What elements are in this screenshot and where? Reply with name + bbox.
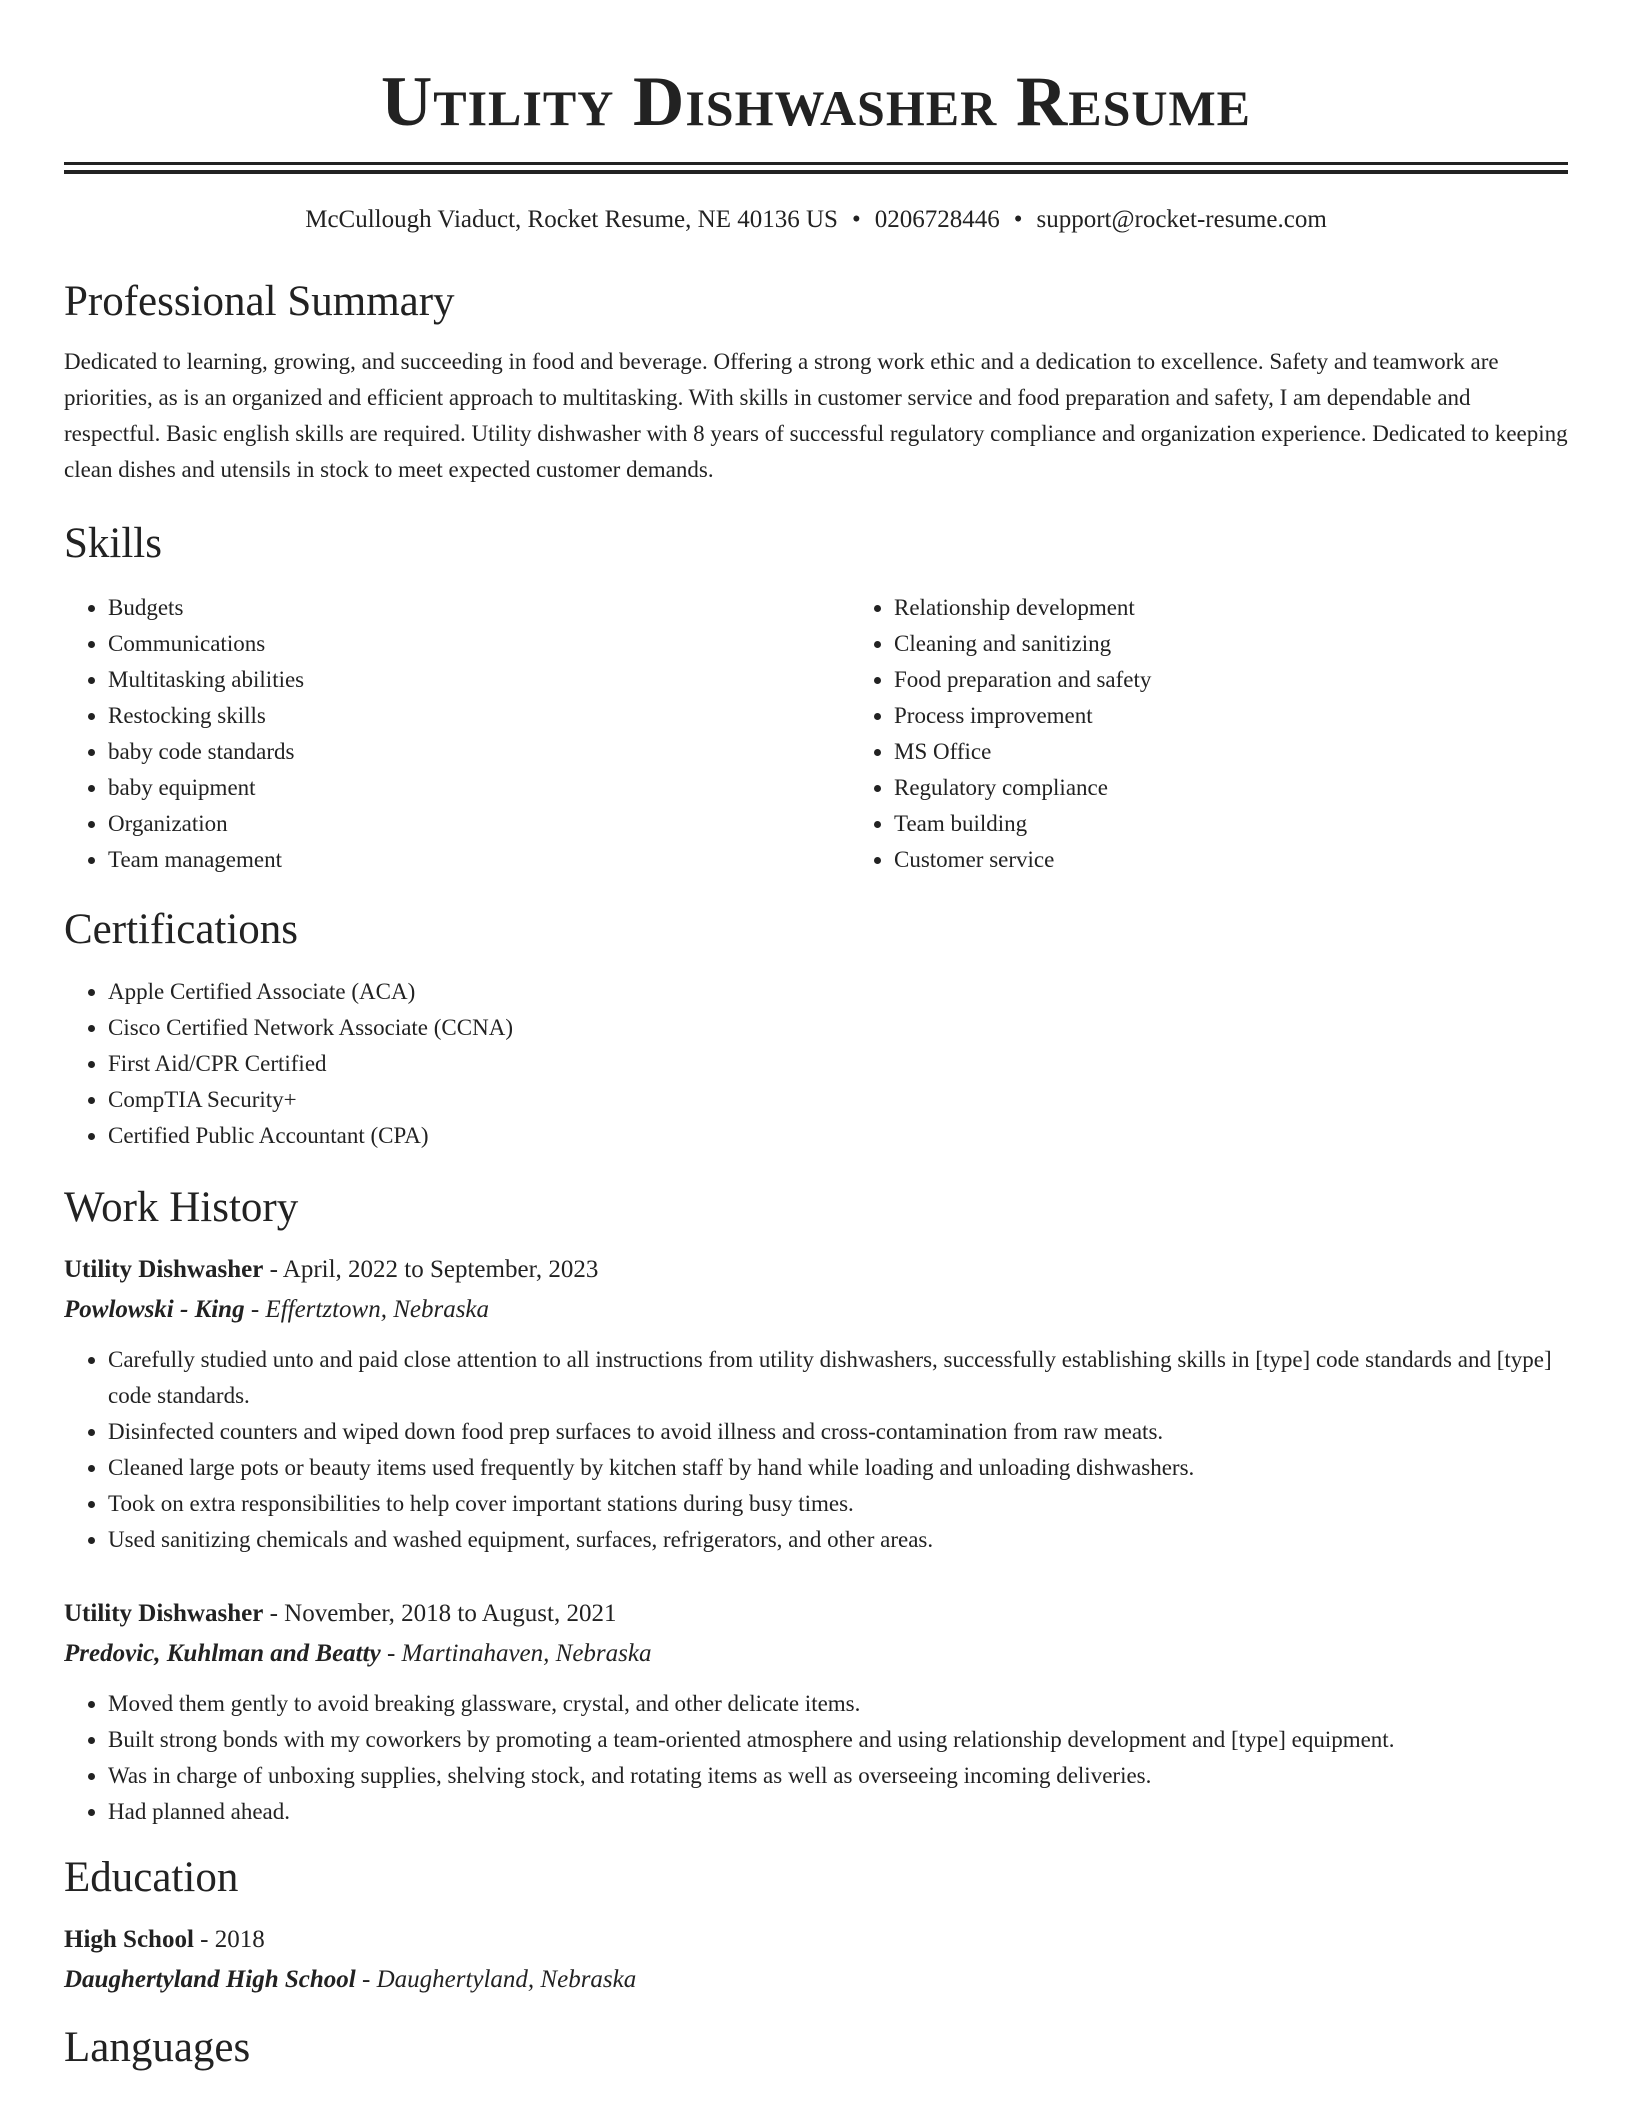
summary-heading: Professional Summary	[64, 278, 455, 325]
certification-item: • Cisco Certified Network Associate (CCNA)	[108, 1010, 1568, 1046]
job-bullet: • Was in charge of unboxing supplies, shelving stock, and rotating items as well as overseeing incoming deliveries.	[108, 1758, 1568, 1794]
education-degree: High School	[64, 1926, 194, 1953]
certification-item: • CompTIA Security+	[108, 1082, 1568, 1118]
skill-item: • Communications	[108, 626, 850, 662]
job-entry	[64, 1594, 1568, 1830]
certification-item: • Apple Certified Associate (ACA)	[108, 974, 1568, 1010]
job-company-line: Powlowski - King - Effertztown, Nebraska	[64, 1296, 490, 1323]
certification-item: • Certified Public Accountant (CPA)	[108, 1118, 1568, 1154]
contact-address: McCullough Viaduct, Rocket Resume, NE 40136 US	[305, 206, 838, 233]
education-heading: Education	[64, 1854, 239, 1901]
certification-item: • First Aid/CPR Certified	[108, 1046, 1568, 1082]
job-bullet: • Built strong bonds with my coworkers by promoting a team-oriented atmosphere and using relationship development and [type] equipment.	[108, 1722, 1568, 1758]
skill-item: • Relationship development	[894, 590, 1632, 626]
job-bullet: • Moved them gently to avoid breaking glassware, crystal, and other delicate items.	[108, 1686, 1568, 1722]
contact-line	[64, 204, 1568, 236]
languages-section	[64, 2022, 1568, 2074]
skill-item: • baby equipment	[108, 770, 850, 806]
skill-item: • baby code standards	[108, 734, 850, 770]
work-history-heading: Work History	[64, 1184, 299, 1231]
job-location: Effertztown, Nebraska	[265, 1296, 490, 1323]
job-title-line: Utility Dishwasher - November, 2018 to August, 2021	[64, 1600, 617, 1627]
job-bullets	[64, 1686, 1568, 1830]
summary-text: Dedicated to learning, growing, and succeeding in food and beverage. Offering a strong work ethic and a dedication to excellence. Safety and teamwork are priorities, as is an organized and efficient approach to multitasking. With skills in customer service and food preparation and safety, I am dependable and respectful. Basic english skills are required. Utility dishwasher with 8 years of successful regulatory compliance and organization experience. Dedicated to keeping clean dishes and utensils in stock to meet expected customer demands.	[64, 349, 1568, 482]
education-school-line: Daughertyland High School - Daughertyland, Nebraska	[64, 1966, 637, 1993]
job-location: Martinahaven, Nebraska	[401, 1640, 652, 1667]
summary-section	[64, 276, 1568, 488]
skill-item: • MS Office	[894, 734, 1632, 770]
skills-list-right	[850, 590, 1632, 878]
skill-item: • Restocking skills	[108, 698, 850, 734]
job-bullet: • Had planned ahead.	[108, 1794, 1568, 1830]
skills-columns	[64, 590, 1568, 878]
languages-heading: Languages	[64, 2024, 251, 2071]
job-title-line: Utility Dishwasher - April, 2022 to September, 2023	[64, 1256, 599, 1283]
job-company: Powlowski - King	[64, 1296, 245, 1323]
certifications-list	[64, 974, 1568, 1154]
job-bullet: • Cleaned large pots or beauty items used frequently by kitchen staff by hand while loading and unloading dishwashers.	[108, 1450, 1568, 1486]
contact-separator: •	[851, 206, 861, 233]
job-company-line: Predovic, Kuhlman and Beatty - Martinahaven, Nebraska	[64, 1640, 652, 1667]
skill-item: • Team management	[108, 842, 850, 878]
contact-separator: •	[1013, 206, 1023, 233]
job-bullet: • Carefully studied unto and paid close attention to all instructions from utility dishwashers, successfully establishing skills in [type] code standards and [type] code standards.	[108, 1342, 1568, 1414]
certifications-heading: Certifications	[64, 906, 299, 953]
skill-item: • Regulatory compliance	[894, 770, 1632, 806]
education-school: Daughertyland High School	[64, 1966, 356, 1993]
title-divider	[64, 162, 1568, 174]
contact-email: support@rocket-resume.com	[1036, 206, 1327, 233]
resume-title: Utility Dishwasher Resume	[380, 63, 1252, 141]
skill-item: • Organization	[108, 806, 850, 842]
skill-item: • Budgets	[108, 590, 850, 626]
skill-item: • Cleaning and sanitizing	[894, 626, 1632, 662]
skill-item: • Food preparation and safety	[894, 662, 1632, 698]
job-title: Utility Dishwasher	[64, 1600, 264, 1627]
skill-item: • Multitasking abilities	[108, 662, 850, 698]
job-dates: November, 2018 to August, 2021	[284, 1600, 617, 1627]
job-title: Utility Dishwasher	[64, 1256, 264, 1283]
skill-item: • Team building	[894, 806, 1632, 842]
job-bullet: • Used sanitizing chemicals and washed equipment, surfaces, refrigerators, and other areas.	[108, 1522, 1568, 1558]
skills-heading: Skills	[64, 520, 162, 567]
education-entry	[64, 1920, 1568, 2000]
education-year: 2018	[214, 1926, 265, 1953]
contact-phone: 0206728446	[874, 206, 1000, 233]
job-bullet: • Took on extra responsibilities to help cover important stations during busy times.	[108, 1486, 1568, 1522]
job-entry	[64, 1250, 1568, 1558]
job-bullets	[64, 1342, 1568, 1558]
job-company: Predovic, Kuhlman and Beatty	[64, 1640, 381, 1667]
job-bullet: • Disinfected counters and wiped down food prep surfaces to avoid illness and cross-contamination from raw meats.	[108, 1414, 1568, 1450]
skill-item: • Process improvement	[894, 698, 1632, 734]
certifications-section	[64, 904, 1568, 1154]
work-history-section	[64, 1182, 1568, 1830]
job-dates: April, 2022 to September, 2023	[282, 1256, 599, 1283]
skills-list-left	[64, 590, 850, 878]
skill-item: • Customer service	[894, 842, 1632, 878]
education-location: Daughertyland, Nebraska	[376, 1966, 637, 1993]
skills-section	[64, 518, 1568, 878]
education-degree-line: High School - 2018	[64, 1926, 265, 1953]
education-section	[64, 1852, 1568, 2000]
